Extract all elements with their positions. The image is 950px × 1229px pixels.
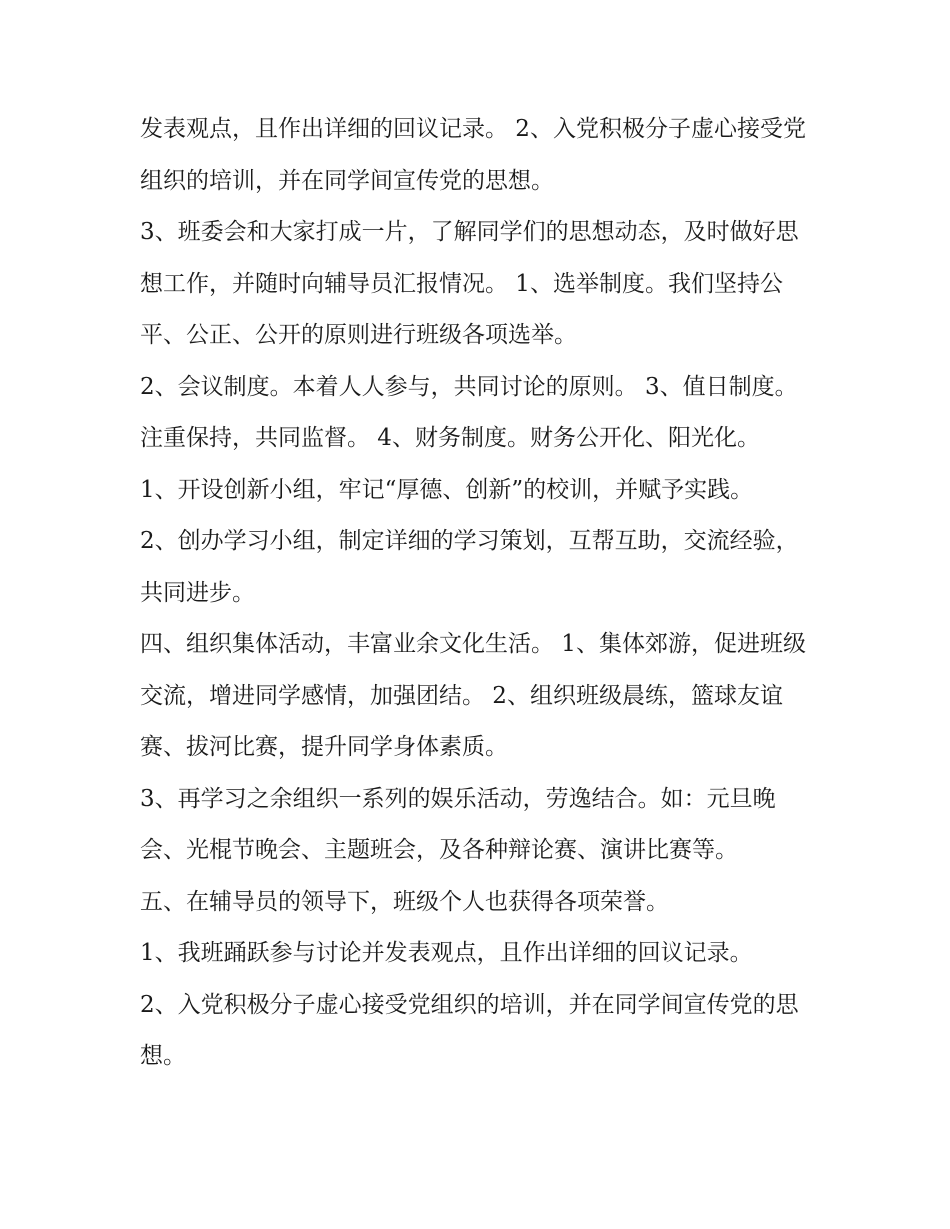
- paragraph-2: 3、班委会和大家打成一片，了解同学们的思想动态，及时做好思想工作，并随时向辅导员汇报情况。 1、选举制度。我们坚持公平、公正、公开的原则进行班级各项选举。: [140, 219, 799, 348]
- paragraph-6: 四、组织集体活动，丰富业余文化生活。 1、集体郊游，促进班级交流，增进同学感情，加强团结。 2、组织班级晨练，篮球友谊赛、拔河比赛，提升同学身体素质。: [140, 631, 806, 760]
- paragraph-8: 五、在辅导员的领导下，班级个人也获得各项荣誉。: [140, 888, 669, 915]
- paragraph-5: 2、创办学习小组，制定详细的学习策划，互帮互助，交流经验，共同进步。: [140, 528, 799, 606]
- document-body: [140, 104, 812, 1083]
- paragraph-10: 2、入党积极分子虚心接受党组织的培训，并在同学间宣传党的思想。: [140, 991, 799, 1069]
- paragraph-1: 发表观点，且作出详细的回议记录。 2、入党积极分子虚心接受党组织的培训，并在同学间宣传党的思想。: [140, 116, 806, 194]
- paragraph-9: 1、我班踊跃参与讨论并发表观点，且作出详细的回议记录。: [140, 940, 753, 966]
- paragraph-4: 1、开设创新小组，牢记“厚德、创新”的校训，并赋予实践。: [140, 476, 754, 503]
- paragraph-7: 3、再学习之余组织一系列的娱乐活动，劳逸结合。如：元旦晚会、光棍节晚会、主题班会，及各种辩论赛、演讲比赛等。: [140, 785, 776, 863]
- paragraph-3: 2、会议制度。本着人人参与，共同讨论的原则。 3、值日制度。注重保持，共同监督。 4、财务制度。财务公开化、阳光化。: [140, 373, 798, 451]
